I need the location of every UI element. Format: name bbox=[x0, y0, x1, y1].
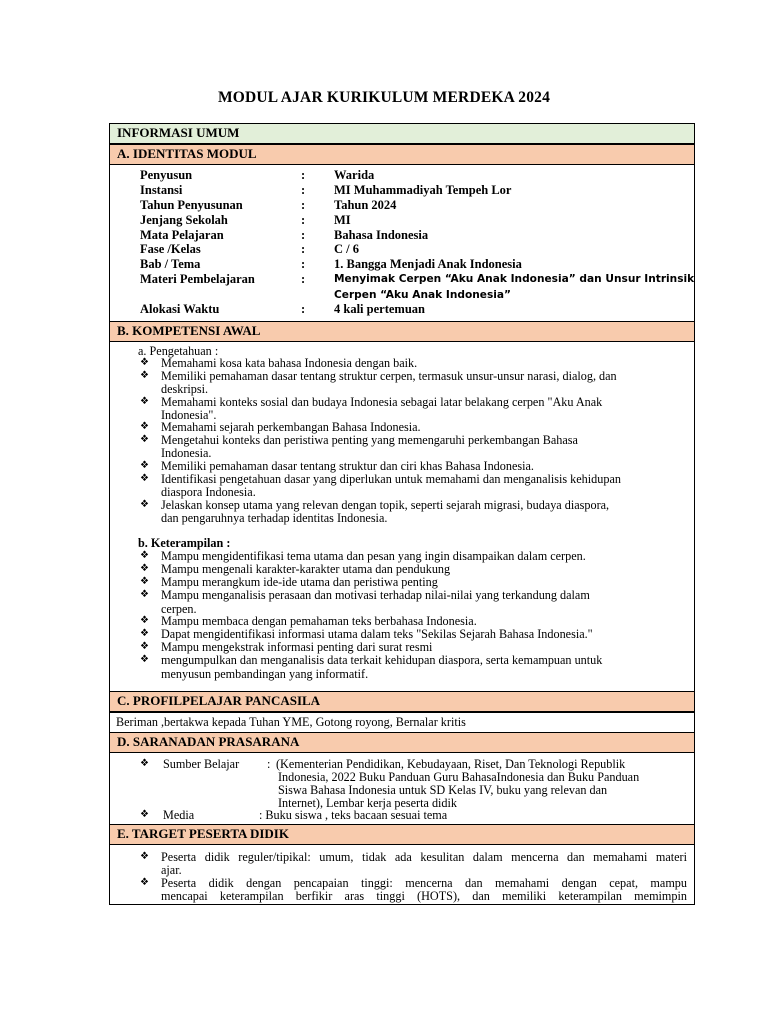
bullet-icon: ❖ bbox=[140, 550, 149, 561]
list-item-line: Indonesia". bbox=[161, 408, 217, 422]
bullet-icon: ❖ bbox=[140, 499, 149, 510]
list-item-line: diaspora Indonesia. bbox=[161, 485, 256, 499]
identity-label: Penyusun bbox=[140, 168, 193, 182]
bullet-icon: ❖ bbox=[140, 809, 149, 820]
identity-label: Jenjang Sekolah bbox=[140, 213, 228, 227]
identity-label: Mata Pelajaran bbox=[140, 228, 224, 242]
identity-value: C / 6 bbox=[334, 242, 359, 256]
divider bbox=[109, 712, 695, 713]
list-item-line: Memahami sejarah perkembangan Bahasa Indonesia. bbox=[161, 420, 421, 434]
bullet-icon: ❖ bbox=[140, 615, 149, 626]
bullet-icon: ❖ bbox=[140, 654, 149, 665]
section-profil-pelajar: C. PROFILPELAJAR PANCASILA bbox=[109, 691, 695, 712]
profil-text: Beriman ,bertakwa kepada Tuhan YME, Gotong royong, Bernalar kritis bbox=[116, 715, 466, 729]
sumber-belajar-line: Internet), Lembar kerja peserta didik bbox=[278, 796, 458, 810]
identity-separator: : bbox=[301, 198, 306, 212]
section-informasi-umum: INFORMASI UMUM bbox=[109, 123, 695, 144]
identity-value: Tahun 2024 bbox=[334, 198, 397, 212]
sumber-belajar-sep: : bbox=[267, 757, 271, 771]
list-item-line: Identifikasi pengetahuan dasar yang diperlukan untuk memahami dan menganalisis kehidupan bbox=[161, 472, 621, 486]
identity-value: MI bbox=[334, 213, 351, 227]
identity-label: Tahun Penyusunan bbox=[140, 198, 243, 212]
list-item-line: Indonesia. bbox=[161, 446, 212, 460]
bullet-icon: ❖ bbox=[140, 434, 149, 445]
sumber-belajar-line: (Kementerian Pendidikan, Kebudayaan, Riset, Dan Teknologi Republik bbox=[276, 757, 626, 771]
bullet-icon: ❖ bbox=[140, 563, 149, 574]
section-sarana-prasarana: D. SARANADAN PRASARANA bbox=[109, 732, 695, 753]
identity-value: Warida bbox=[334, 168, 375, 182]
identity-separator: : bbox=[301, 168, 306, 182]
list-item-line: Memahami konteks sosial dan budaya Indonesia sebagai latar belakang cerpen "Aku Anak bbox=[161, 395, 603, 409]
identity-label: Fase /Kelas bbox=[140, 242, 201, 256]
bullet-icon: ❖ bbox=[140, 576, 149, 587]
sumber-belajar-line: Indonesia, 2022 Buku Panduan Guru BahasaIndonesia dan Buku Panduan bbox=[278, 770, 640, 784]
bullet-icon: ❖ bbox=[140, 641, 149, 652]
identity-value: Menyimak Cerpen “Aku Anak Indonesia” dan Unsur Intrinsik bbox=[334, 273, 695, 285]
list-item-line: ajar. bbox=[161, 863, 182, 877]
identity-label: Instansi bbox=[140, 183, 183, 197]
bullet-icon: ❖ bbox=[140, 758, 149, 769]
identity-value: Bahasa Indonesia bbox=[334, 228, 429, 242]
identity-label: Bab / Tema bbox=[140, 257, 201, 271]
list-item-line: Memiliki pemahaman dasar tentang struktur cerpen, termasuk unsur-unsur narasi, dialog, dan bbox=[161, 369, 617, 383]
list-item-line: Mampu mengekstrak informasi penting dari surat resmi bbox=[161, 640, 433, 654]
identity-value: MI Muhammadiyah Tempeh Lor bbox=[334, 183, 512, 197]
list-item-line: dan pengaruhnya terhadap identitas Indonesia. bbox=[161, 511, 388, 525]
identity-separator: : bbox=[301, 242, 306, 256]
bullet-icon: ❖ bbox=[140, 421, 149, 432]
list-item-line: mencapai keterampilan berfikir aras tinggi (HOTS), dan memiliki keterampilan memimpin bbox=[161, 889, 687, 903]
bullet-icon: ❖ bbox=[140, 851, 149, 862]
media-value: : Buku siswa , teks bacaan sesuai tema bbox=[259, 808, 448, 822]
list-item-line: menyusun pembandingan yang informatif. bbox=[161, 667, 369, 681]
identity-label: Alokasi Waktu bbox=[140, 302, 220, 316]
bullet-icon: ❖ bbox=[140, 877, 149, 888]
pengetahuan-label: a. Pengetahuan : bbox=[138, 344, 219, 358]
identity-separator: : bbox=[301, 272, 306, 286]
list-item-line: Peserta didik reguler/tipikal: umum, tidak ada kesulitan dalam mencerna dan memahami materi bbox=[161, 850, 687, 864]
bullet-icon: ❖ bbox=[140, 473, 149, 484]
bullet-icon: ❖ bbox=[140, 396, 149, 407]
identity-value: 4 kali pertemuan bbox=[334, 302, 425, 316]
sumber-belajar-line: Siswa Bahasa Indonesia untuk SD Kelas IV, buku yang relevan dan bbox=[278, 783, 608, 797]
identity-separator: : bbox=[301, 302, 306, 316]
bullet-icon: ❖ bbox=[140, 460, 149, 471]
identity-value: 1. Bangga Menjadi Anak Indonesia bbox=[334, 257, 522, 271]
bullet-icon: ❖ bbox=[140, 628, 149, 639]
identity-label: Materi Pembelajaran bbox=[140, 272, 255, 286]
list-item-line: Mampu membaca dengan pemahaman teks berbahasa Indonesia. bbox=[161, 614, 477, 628]
list-item-line: Dapat mengidentifikasi informasi utama dalam teks "Sekilas Sejarah Bahasa Indonesia." bbox=[161, 627, 593, 641]
identity-separator: : bbox=[301, 183, 306, 197]
section-identitas-modul: A. IDENTITAS MODUL bbox=[109, 144, 695, 165]
list-item-line: Jelaskan konsep utama yang relevan dengan topik, seperti sejarah migrasi, budaya diaspora, bbox=[161, 498, 610, 512]
list-item-line: Mampu mengenali karakter-karakter utama dan pendukung bbox=[161, 562, 451, 576]
section-target-peserta: E. TARGET PESERTA DIDIK bbox=[109, 824, 695, 845]
list-item-line: cerpen. bbox=[161, 602, 197, 616]
identity-separator: : bbox=[301, 257, 306, 271]
document-title: MODUL AJAR KURIKULUM MERDEKA 2024 bbox=[217, 89, 551, 106]
list-item-line: Mampu merangkum ide-ide utama dan peristiwa penting bbox=[161, 575, 438, 589]
identity-separator: : bbox=[301, 213, 306, 227]
identity-value-cont: Cerpen “Aku Anak Indonesia” bbox=[334, 289, 511, 301]
section-kompetensi-awal: B. KOMPETENSI AWAL bbox=[109, 321, 695, 342]
keterampilan-label: b. Keterampilan : bbox=[138, 536, 231, 550]
list-item-line: Memahami kosa kata bahasa Indonesia dengan baik. bbox=[161, 356, 418, 370]
media-label: Media bbox=[163, 808, 195, 822]
list-item-line: mengumpulkan dan menganalisis data terkait kehidupan diaspora, serta kemampuan untuk bbox=[161, 653, 603, 667]
list-item-line: Peserta didik dengan pencapaian tinggi: mencerna dan memahami dengan cepat, mampu bbox=[161, 876, 687, 890]
list-item-line: Mengetahui konteks dan peristiwa penting yang memengaruhi perkembangan Bahasa bbox=[161, 433, 578, 447]
identity-separator: : bbox=[301, 228, 306, 242]
list-item-line: Memiliki pemahaman dasar tentang struktur dan ciri khas Bahasa Indonesia. bbox=[161, 459, 534, 473]
bullet-icon: ❖ bbox=[140, 357, 149, 368]
sumber-belajar-label: Sumber Belajar bbox=[163, 757, 240, 771]
bullet-icon: ❖ bbox=[140, 370, 149, 381]
list-item-line: Mampu menganalisis perasaan dan motivasi terhadap nilai-nilai yang terkandung dalam bbox=[161, 588, 590, 602]
bullet-icon: ❖ bbox=[140, 589, 149, 600]
list-item-line: Mampu mengidentifikasi tema utama dan pesan yang ingin disampaikan dalam cerpen. bbox=[161, 549, 586, 563]
list-item-line: deskripsi. bbox=[161, 382, 209, 396]
